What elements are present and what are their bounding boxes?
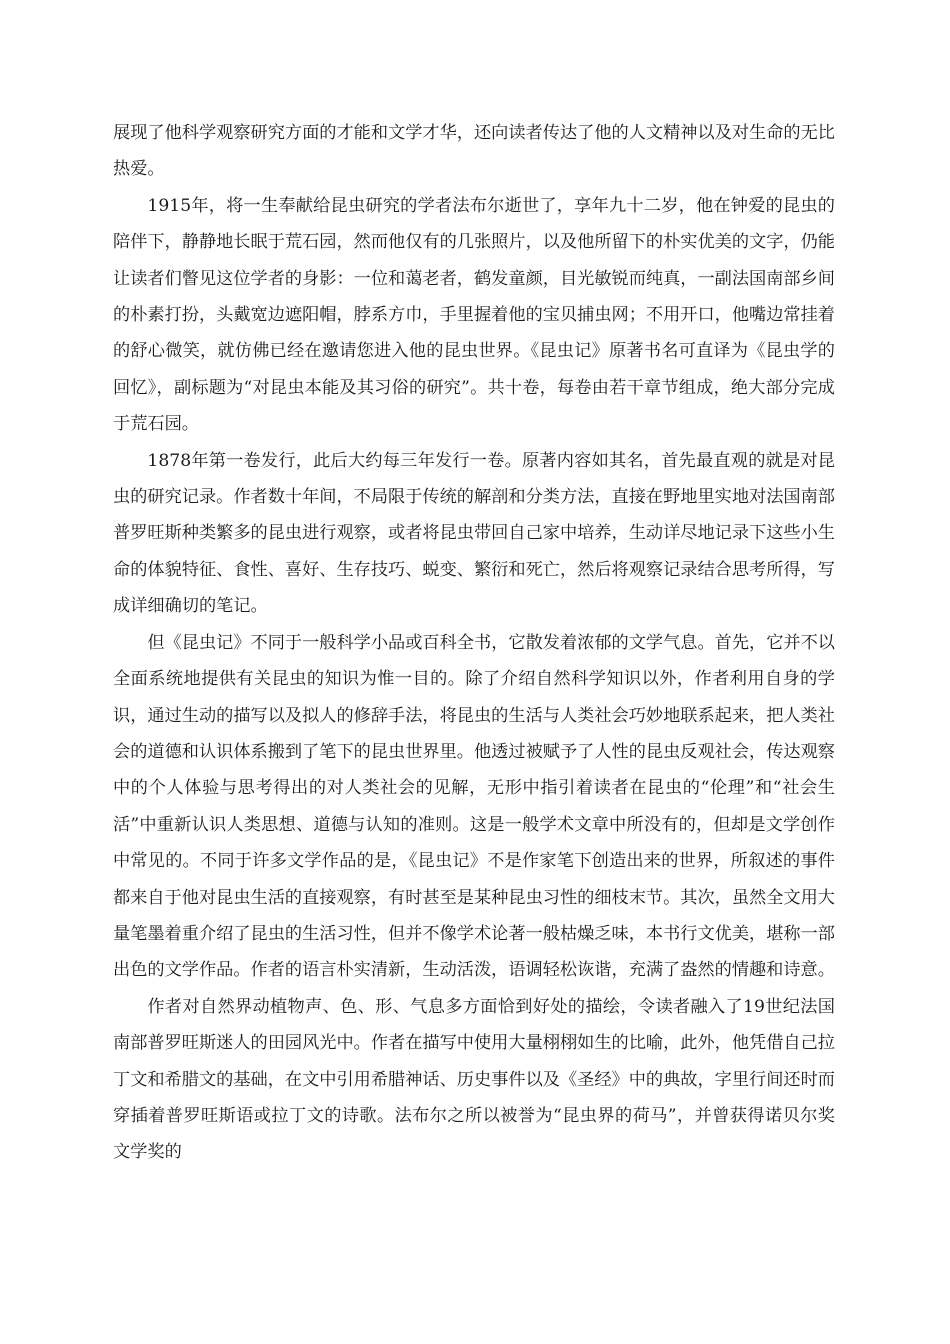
paragraph: 1878年第一卷发行，此后大约每三年发行一卷。原著内容如其名，首先最直观的就是对昆虫的研究记录。作者数十年间，不局限于传统的解剖和分类方法，直接在野地里实地对法国南部普罗旺斯种类繁多的昆虫进行观察，或者将昆虫带回自己家中培养，生动详尽地记录下这些小生命的体貌特征、食性、喜好、生存技巧、蜕变、繁衍和死亡，然后将观察记录结合思考所得，写成详细确切的笔记。 (113, 450, 835, 617)
document-body (113, 115, 835, 1171)
paragraph: 作者对自然界动植物声、色、形、气息多方面恰到好处的描绘，令读者融入了19世纪法国南部普罗旺斯迷人的田园风光中。作者在描写中使用大量栩栩如生的比喻，此外，他凭借自己拉丁文和希腊文的基础，在文中引用希腊神话、历史事件以及《圣经》中的典故，字里行间还时而穿插着普罗旺斯语或拉丁文的诗歌。法布尔之所以被誉为“昆虫界的荷马”，并曾获得诺贝尔奖文学奖的 (113, 996, 835, 1163)
paragraph: 1915年，将一生奉献给昆虫研究的学者法布尔逝世了，享年九十二岁，他在钟爱的昆虫的陪伴下，静静地长眠于荒石园，然而他仅有的几张照片，以及他所留下的朴实优美的文字，仍能让读者们瞥见这位学者的身影：一位和蔼老者，鹤发童颜，目光敏锐而纯真，一副法国南部乡间的朴素打扮，头戴宽边遮阳帽，脖系方巾，手里握着他的宝贝捕虫网；不用开口，他嘴边常挂着的舒心微笑，就仿佛已经在邀请您进入他的昆虫世界。《昆虫记》原著书名可直译为《昆虫学的回忆》，副标题为“对昆虫本能及其习俗的研究”。共十卷，每卷由若干章节组成，绝大部分完成于荒石园。 (113, 195, 835, 435)
paragraph-continuation: 展现了他科学观察研究方面的才能和文学才华，还向读者传达了他的人文精神以及对生命的无比热爱。 (113, 123, 835, 180)
paragraph: 但《昆虫记》不同于一般科学小品或百科全书，它散发着浓郁的文学气息。首先，它并不以全面系统地提供有关昆虫的知识为惟一目的。除了介绍自然科学知识以外，作者利用自身的学识，通过生动的描写以及拟人的修辞手法，将昆虫的生活与人类社会巧妙地联系起来，把人类社会的道德和认识体系搬到了笔下的昆虫世界里。他透过被赋予了人性的昆虫反观社会，传达观察中的个人体验与思考得出的对人类社会的见解，无形中指引着读者在昆虫的“伦理”和“社会生活”中重新认识人类思想、道德与认知的准则。这是一般学术文章中所没有的，但却是文学创作中常见的。不同于许多文学作品的是，《昆虫记》不是作家笔下创造出来的世界，所叙述的事件都来自于他对昆虫生活的直接观察，有时甚至是某种昆虫习性的细枝末节。其次，虽然全文用大量笔墨着重介绍了昆虫的生活习性，但并不像学术论著一般枯燥乏味，本书行文优美，堪称一部出色的文学作品。作者的语言朴实清新，生动活泼，语调轻松诙谐，充满了盎然的情趣和诗意。 (113, 632, 835, 981)
